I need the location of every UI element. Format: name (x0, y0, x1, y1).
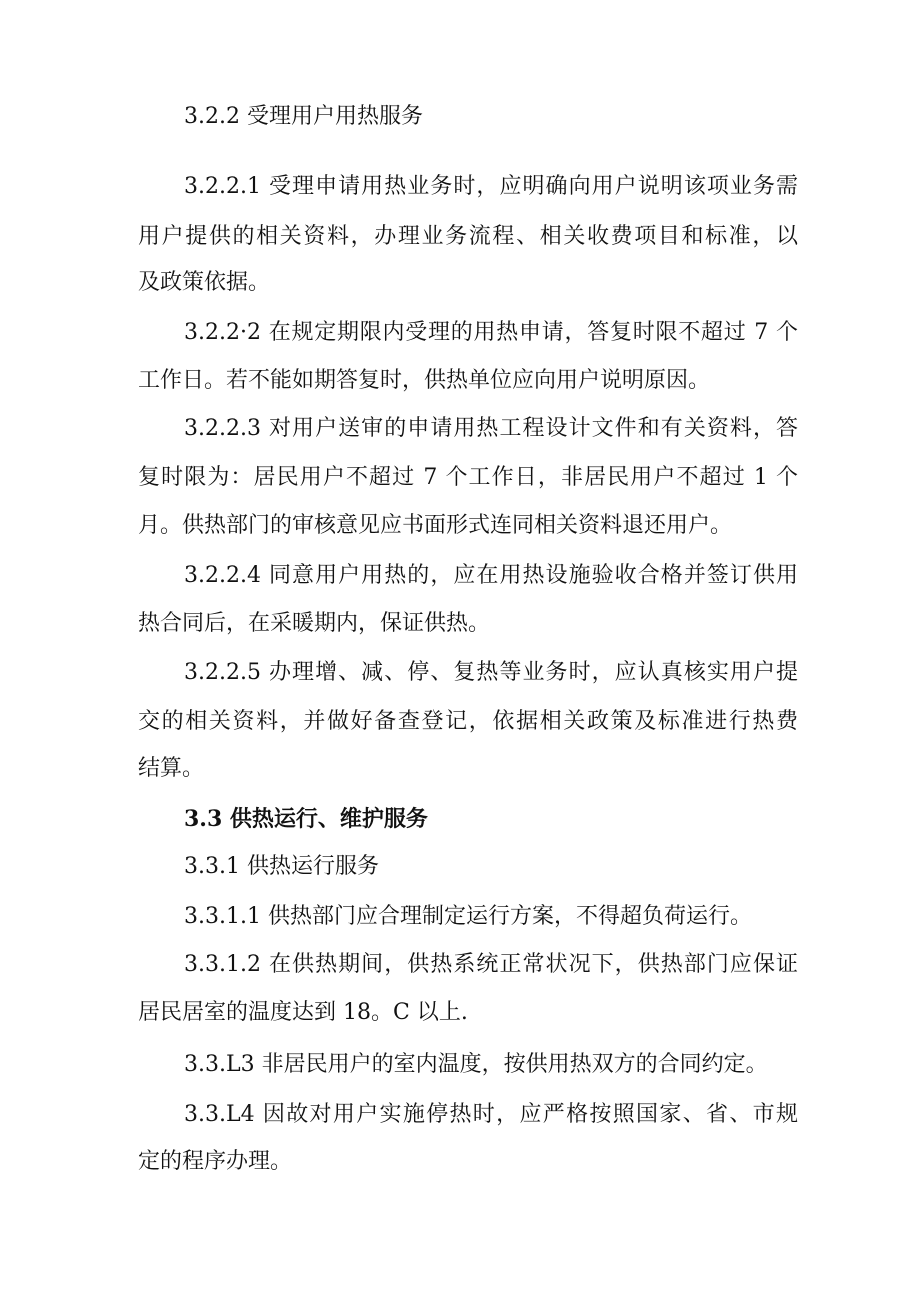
paragraph-3-2-2-1-line-2: 用户提供的相关资料，办理业务流程、相关收费项目和标准，以 (138, 224, 798, 249)
heading-3-3: 3.3 供热运行、维护服务 (184, 806, 428, 832)
paragraph-3-2-2-2-line-2: 工作日。若不能如期答复时，供热单位应向用户说明原因。 (138, 368, 711, 393)
paragraph-3-2-2-1-line-3: 及政策依据。 (138, 270, 271, 295)
paragraph-3-3-1-4-line-1: 3.3.L4 因故对用户实施停热时，应严格按照国家、省、市规 (184, 1102, 798, 1127)
paragraph-3-2-2-5-line-3: 结算。 (138, 756, 205, 781)
paragraph-3-2-2-1-line-1: 3.2.2.1 受理申请用热业务时，应明确向用户说明该项业务需 (184, 174, 798, 199)
paragraph-3-3-1-3: 3.3.L3 非居民用户的室内温度，按供用热双方的合同约定。 (184, 1052, 768, 1077)
paragraph-3-3-1-4-line-2: 定的程序办理。 (138, 1149, 293, 1174)
paragraph-3-2-2-4-line-1: 3.2.2.4 同意用户用热的，应在用热设施验收合格并签订供用 (184, 563, 798, 588)
heading-3-3-1: 3.3.1 供热运行服务 (184, 854, 379, 879)
paragraph-3-2-2-3-line-2: 复时限为：居民用户不超过 7 个工作日，非居民用户不超过 1 个 (138, 465, 798, 490)
paragraph-3-2-2-5-line-2: 交的相关资料，并做好备查登记，依据相关政策及标准进行热费 (138, 709, 798, 734)
paragraph-3-2-2-3-line-1: 3.2.2.3 对用户送审的申请用热工程设计文件和有关资料，答 (184, 416, 798, 441)
paragraph-3-2-2-3-line-3: 月。供热部门的审核意见应书面形式连同相关资料退还用户。 (138, 513, 733, 538)
paragraph-3-2-2-2-line-1: 3.2.2·2 在规定期限内受理的用热申请，答复时限不超过 7 个 (184, 320, 798, 345)
paragraph-3-2-2-5-line-1: 3.2.2.5 办理增、减、停、复热等业务时，应认真核实用户提 (184, 660, 798, 685)
paragraph-3-3-1-2-line-1: 3.3.1.2 在供热期间，供热系统正常状况下，供热部门应保证 (184, 952, 798, 977)
paragraph-3-3-1-2-line-2: 居民居室的温度达到 18。C 以上. (138, 1000, 468, 1025)
paragraph-3-3-1-1: 3.3.1.1 供热部门应合理制定运行方案，不得超负荷运行。 (184, 904, 752, 929)
heading-3-2-2: 3.2.2 受理用户用热服务 (184, 104, 423, 129)
paragraph-3-2-2-4-line-2: 热合同后，在采暖期内，保证供热。 (138, 611, 491, 636)
